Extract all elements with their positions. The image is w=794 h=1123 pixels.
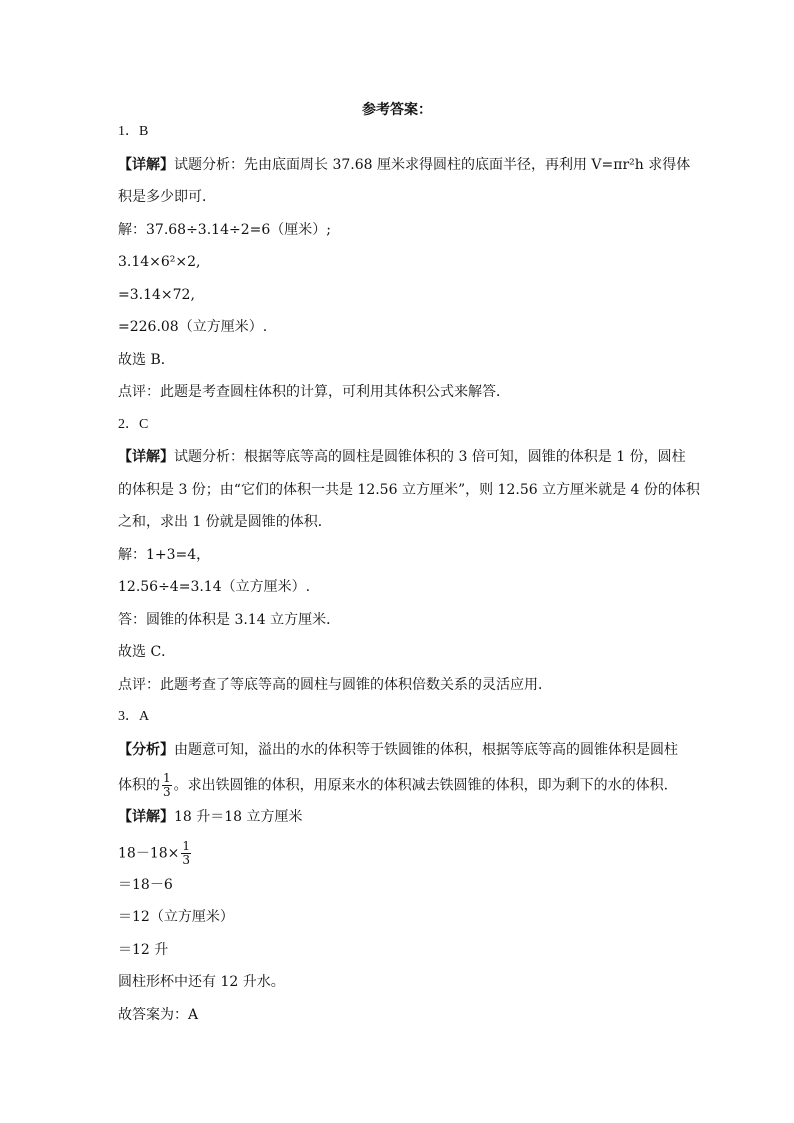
page-title: 参考答案： [362,102,432,118]
q1-detail-tag: 【详解】 [118,156,174,173]
q1-step-1: 解：37.68÷3.14÷2=6（厘米）; [118,221,331,238]
q3-detail-line [118,807,678,827]
fraction-denominator: 3 [182,852,190,867]
q3-analysis-text-2b: 。求出铁圆锥的体积，用原来水的体积减去铁圆锥的体积，即为剩下的水的体积. [173,777,669,794]
q3-analysis-text-1: 由题意可知，溢出的水的体积等于铁圆锥的体积，根据等底等高的圆锥体积是圆柱 [174,741,678,758]
q3-final-answer: 故答案为：A [118,1006,199,1023]
fraction-denominator: 3 [163,785,171,799]
q3-detail-tag: 【详解】 [118,809,174,825]
q2-step-1: 解：1+3=4， [118,546,211,563]
q2-detail-line-1 [118,447,686,467]
one-third-fraction [181,840,191,867]
q3-calc-2: ＝18－6 [118,876,173,893]
q1-step-4: =226.08（立方厘米）. [118,319,268,335]
q3-result: 圆柱形杯中还有 12 升水。 [118,974,285,990]
q2-detail-line-3: 之和，求出 1 份就是圆锥的体积． [118,514,332,530]
q2-comment: 点评：此题考查了等底等高的圆柱与圆锥的体积倍数关系的灵活应用． [118,676,552,693]
q1-choice: 故选 B． [118,351,175,368]
q2-step-2: 12.56÷4=3.14（立方厘米）. [118,579,311,595]
q1-step-2: 3.14×6²×2, [118,254,201,270]
q3-calc-1-text: 18－18× [118,845,180,861]
q3-analysis-line-1 [118,740,678,760]
q2-answer: 答：圆锥的体积是 3.14 立方厘米． [118,611,341,628]
q1-detail-line-1 [118,155,691,175]
one-third-fraction [162,772,172,799]
q3-calc-3: ＝12（立方厘米） [118,909,234,925]
q2-detail-text-1: 试题分析：根据等底等高的圆柱是圆锥体积的 3 倍可知，圆锥的体积是 1 份，圆柱 [174,449,686,465]
fraction-numerator: 1 [163,771,171,785]
q3-calc-1 [118,840,678,867]
q1-step-3: =3.14×72, [118,286,195,303]
q3-number: 3．A [118,709,150,724]
q1-detail-line-2: 积是多少即可． [118,189,216,205]
answer-content [118,122,700,1037]
q2-choice: 故选 C． [118,644,176,660]
q3-detail-text: 18 升＝18 立方厘米 [174,809,303,825]
q2-number: 2．C [118,416,149,432]
q1-number: 1．B [118,124,149,139]
q1-comment: 点评：此题是考查圆柱体积的计算，可利用其体积公式来解答． [118,384,510,400]
q3-analysis-line-2 [118,772,678,799]
q2-detail-line-2: 的体积是 3 份；由“它们的体积一共是 12.56 立方厘米”，则 12.56 立方厘米就是 4 份的体积 [118,481,700,498]
q3-calc-4: ＝12 升 [118,941,169,958]
q1-detail-text-1: 试题分析：先由底面周长 37.68 厘米求得圆柱的底面半径，再利用 V=πr²h 求得体 [174,156,691,173]
fraction-numerator: 1 [182,838,190,853]
q3-analysis-tag: 【分析】 [118,741,174,758]
q3-analysis-text-2a: 体积的 [118,777,160,794]
q2-detail-tag: 【详解】 [118,449,174,465]
